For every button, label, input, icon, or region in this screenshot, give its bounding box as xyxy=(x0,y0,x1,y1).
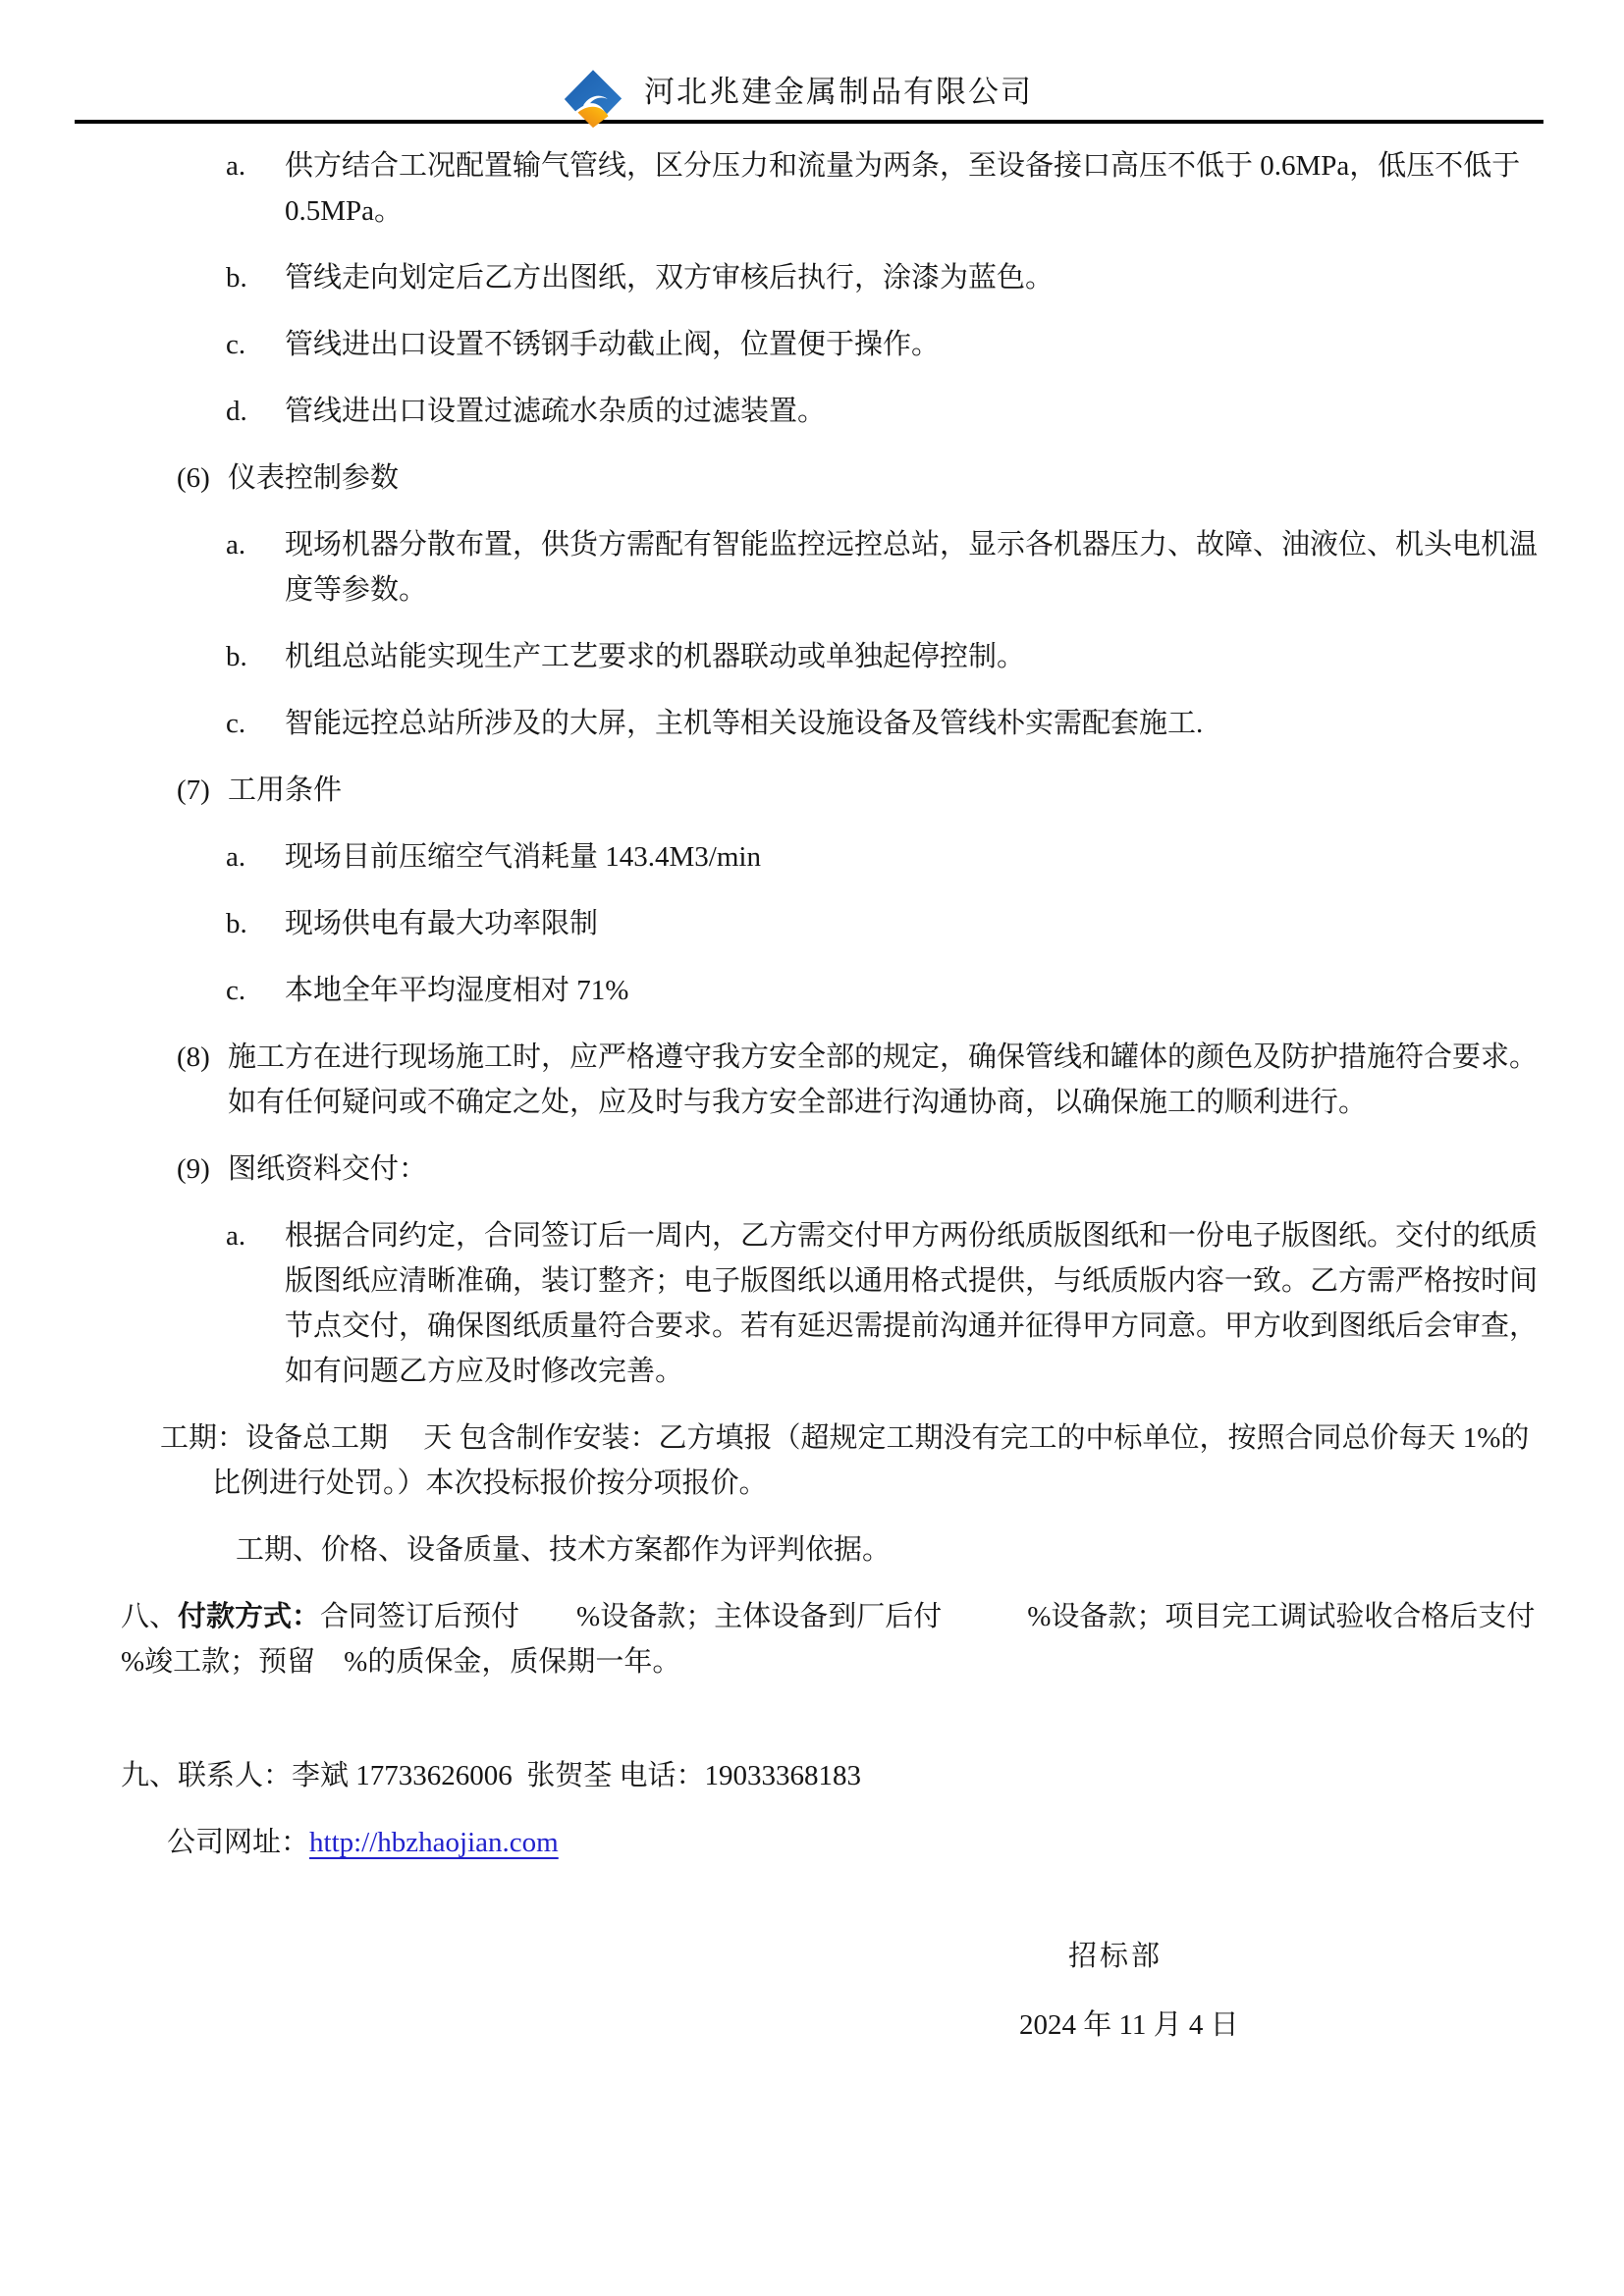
list-marker: c. xyxy=(226,975,246,1006)
page-header xyxy=(0,0,1624,124)
duration-label: 工期： xyxy=(160,1422,246,1454)
company-name: 河北兆建金属制品有限公司 xyxy=(644,75,1033,109)
list-marker: b. xyxy=(226,908,247,939)
contacts-paragraph xyxy=(121,1753,1542,1798)
list-text: 机组总站能实现生产工艺要求的机器联动或单独起停控制。 xyxy=(285,641,1026,672)
payment-number: 八、 xyxy=(121,1601,179,1632)
list-text: 供方结合工况配置输气管线，区分压力和流量为两条，至设备接口高压不低于 0.6MPa，低压不低于 0.5MPa。 xyxy=(285,150,1528,227)
section-title: 仪表控制参数 xyxy=(228,462,400,494)
payment-text: 合同签订后预付 %设备款；主体设备到厂后付 %设备款；项目完工调试验收合格后支付 %竣工款；预留 %的质保金，质保期一年。 xyxy=(121,1601,1564,1678)
list-marker: d. xyxy=(226,396,247,427)
signoff-date: 2024 年 11 月 4 日 xyxy=(1019,2009,1239,2041)
list-item xyxy=(226,701,1542,746)
list-text: 现场目前压缩空气消耗量 143.4M3/min xyxy=(285,841,761,873)
list-marker: c. xyxy=(226,708,246,739)
company-logo-icon xyxy=(562,69,624,130)
section-6-heading xyxy=(177,455,1542,501)
list-item xyxy=(226,901,1542,946)
list-marker: b. xyxy=(226,262,247,294)
list-item xyxy=(226,834,1542,880)
website-label: 公司网址： xyxy=(167,1827,310,1858)
list-text: 根据合同约定，合同签订后一周内，乙方需交付甲方两份纸质版图纸和一份电子版图纸。交付的纸质版图纸应清晰准确，装订整齐；电子版图纸以通用格式提供，与纸质版内容一致。乙方需严格按时间节点交付，确保图纸质量符合要求。若有延迟需提前沟通并征得甲方同意。甲方收到图纸后会审查，如有问题乙方应及时修改完善。 xyxy=(285,1220,1539,1387)
section-text: 施工方在进行现场施工时，应严格遵守我方安全部的规定，确保管线和罐体的颜色及防护措施符合要求。如有任何疑问或不确定之处，应及时与我方安全部进行沟通协商，以确保施工的顺利进行。 xyxy=(228,1041,1539,1118)
payment-paragraph xyxy=(121,1594,1564,1684)
website-paragraph xyxy=(167,1820,1542,1865)
section-number: (7) xyxy=(177,774,210,806)
list-text: 管线走向划定后乙方出图纸，双方审核后执行，涂漆为蓝色。 xyxy=(285,262,1055,294)
contacts-number: 九、 xyxy=(121,1760,179,1791)
signoff-department: 招标部 xyxy=(1068,1941,1164,1972)
list-marker: b. xyxy=(226,641,247,672)
list-text: 现场供电有最大功率限制 xyxy=(285,908,599,939)
list-item xyxy=(226,255,1542,300)
website-link[interactable]: http://hbzhaojian.com xyxy=(309,1827,559,1858)
duration-text: 设备总工期 天 包含制作安装：乙方填报（超规定工期没有完工的中标单位，按照合同总价每天 1%的比例进行处罚。）本次投标报价按分项报价。 xyxy=(212,1422,1530,1499)
list-item xyxy=(226,968,1542,1013)
section-number: (6) xyxy=(177,462,210,494)
list-marker: a. xyxy=(226,529,246,561)
list-text: 管线进出口设置过滤疏水杂质的过滤装置。 xyxy=(285,396,827,427)
section-9-heading xyxy=(177,1147,1542,1192)
section-number: (8) xyxy=(177,1041,210,1073)
list-item xyxy=(226,1213,1542,1394)
section-7-heading xyxy=(177,768,1542,813)
list-item xyxy=(226,522,1542,613)
list-marker: a. xyxy=(226,841,246,873)
list-text: 现场机器分散布置，供货方需配有智能监控远控总站，显示各机器压力、故障、油液位、机头电机温度等参数。 xyxy=(285,529,1539,606)
list-item xyxy=(226,634,1542,679)
list-text: 管线进出口设置不锈钢手动截止阀，位置便于操作。 xyxy=(285,329,941,360)
list-item xyxy=(226,322,1542,367)
list-text: 本地全年平均湿度相对 71% xyxy=(285,975,629,1006)
duration-paragraph xyxy=(160,1415,1542,1506)
payment-label: 付款方式： xyxy=(178,1601,321,1632)
section-title: 工用条件 xyxy=(228,774,343,806)
section-title: 图纸资料交付： xyxy=(228,1153,428,1185)
evaluation-criteria: 工期、价格、设备质量、技术方案都作为评判依据。 xyxy=(236,1534,892,1566)
list-item xyxy=(226,389,1542,434)
contacts-text: 联系人：李斌 17733626006 张贺荃 电话：19033368183 xyxy=(178,1760,862,1791)
list-marker: a. xyxy=(226,150,246,182)
document-body xyxy=(0,124,1624,2048)
list-marker: c. xyxy=(226,329,246,360)
list-text: 智能远控总站所涉及的大屏，主机等相关设施设备及管线朴实需配套施工. xyxy=(285,708,1204,739)
list-item xyxy=(226,143,1542,234)
section-number: (9) xyxy=(177,1153,210,1185)
list-marker: a. xyxy=(226,1220,246,1252)
company-header xyxy=(0,0,1624,116)
section-8-paragraph xyxy=(177,1035,1542,1125)
